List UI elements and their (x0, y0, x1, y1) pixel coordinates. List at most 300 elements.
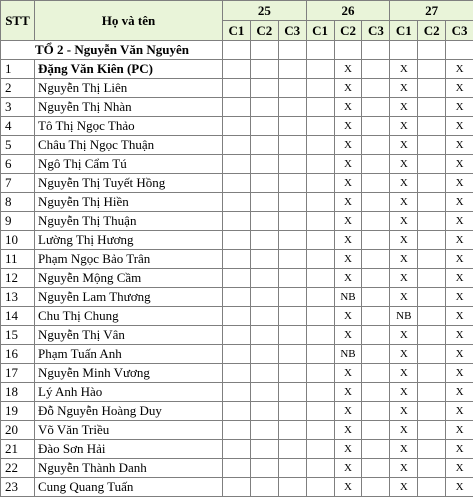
shift-mark (306, 117, 334, 136)
shift-mark (306, 326, 334, 345)
shift-mark (278, 174, 306, 193)
shift-mark (250, 345, 278, 364)
shift-mark (223, 98, 251, 117)
row-number: 4 (1, 117, 35, 136)
shift-mark (250, 155, 278, 174)
shift-mark (306, 212, 334, 231)
row-number: 16 (1, 345, 35, 364)
shift-mark (278, 345, 306, 364)
shift-mark (250, 250, 278, 269)
table-row (1, 459, 473, 478)
shift-mark (278, 383, 306, 402)
day-header-26: 26 (306, 1, 390, 21)
row-number: 9 (1, 212, 35, 231)
shift-mark (223, 212, 251, 231)
shift-mark (223, 383, 251, 402)
row-number: 14 (1, 307, 35, 326)
shift-mark (418, 364, 446, 383)
shift-mark (278, 212, 306, 231)
shift-mark (306, 250, 334, 269)
empty-cell (418, 41, 446, 60)
member-name: Phạm Tuấn Anh (35, 345, 223, 364)
shift-mark: X (390, 383, 418, 402)
shift-mark (362, 478, 390, 497)
shift-mark (250, 288, 278, 307)
shift-mark: X (446, 98, 473, 117)
shift-mark (250, 117, 278, 136)
shift-mark (418, 98, 446, 117)
member-name: Đào Sơn Hải (35, 440, 223, 459)
shift-mark (418, 326, 446, 345)
shift-mark (250, 459, 278, 478)
member-name: Đỗ Nguyễn Hoàng Duy (35, 402, 223, 421)
table-row (1, 269, 473, 288)
shift-mark (223, 345, 251, 364)
stt-header: STT (1, 1, 35, 41)
table-row (1, 79, 473, 98)
shift-mark (278, 60, 306, 79)
shift-mark (278, 402, 306, 421)
shift-mark: X (390, 269, 418, 288)
shift-mark: X (334, 212, 362, 231)
row-number: 5 (1, 136, 35, 155)
shift-mark (223, 364, 251, 383)
shift-header: C3 (278, 21, 306, 41)
shift-mark (223, 421, 251, 440)
day-header-27: 27 (390, 1, 473, 21)
member-name: Nguyễn Thị Vân (35, 326, 223, 345)
shift-mark (306, 364, 334, 383)
member-name: Võ Văn Triều (35, 421, 223, 440)
shift-mark (250, 326, 278, 345)
shift-mark (250, 60, 278, 79)
shift-mark: X (334, 440, 362, 459)
table-row (1, 345, 473, 364)
shift-mark (418, 79, 446, 98)
shift-header: C2 (250, 21, 278, 41)
table-row (1, 326, 473, 345)
shift-mark: X (334, 250, 362, 269)
shift-mark (278, 250, 306, 269)
shift-mark (223, 459, 251, 478)
shift-mark (278, 364, 306, 383)
shift-mark (362, 117, 390, 136)
row-number: 23 (1, 478, 35, 497)
row-number: 19 (1, 402, 35, 421)
group-title: TỔ 2 - Nguyễn Văn Nguyên (1, 41, 223, 60)
shift-mark (278, 155, 306, 174)
shift-mark (306, 174, 334, 193)
shift-mark: X (390, 136, 418, 155)
shift-mark (278, 421, 306, 440)
shift-mark: NB (334, 345, 362, 364)
shift-mark (306, 98, 334, 117)
shift-mark: X (334, 459, 362, 478)
row-number: 11 (1, 250, 35, 269)
shift-mark (250, 402, 278, 421)
shift-mark: X (446, 117, 473, 136)
shift-header: C3 (362, 21, 390, 41)
shift-mark (306, 60, 334, 79)
shift-mark (418, 212, 446, 231)
shift-mark: X (390, 421, 418, 440)
shift-mark (362, 79, 390, 98)
table-row (1, 364, 473, 383)
shift-mark (223, 155, 251, 174)
shift-mark (306, 402, 334, 421)
shift-mark (418, 383, 446, 402)
shift-mark (250, 421, 278, 440)
shift-mark (418, 136, 446, 155)
row-number: 18 (1, 383, 35, 402)
shift-mark (362, 383, 390, 402)
shift-mark (418, 60, 446, 79)
shift-mark (223, 326, 251, 345)
row-number: 1 (1, 60, 35, 79)
shift-mark: X (334, 174, 362, 193)
shift-mark: X (390, 231, 418, 250)
table-row (1, 231, 473, 250)
member-name: Tô Thị Ngọc Thảo (35, 117, 223, 136)
shift-mark: NB (390, 307, 418, 326)
shift-mark: X (334, 421, 362, 440)
shift-mark (223, 288, 251, 307)
shift-mark (362, 269, 390, 288)
shift-mark: X (390, 440, 418, 459)
shift-mark: X (390, 98, 418, 117)
row-number: 8 (1, 193, 35, 212)
shift-mark: X (446, 307, 473, 326)
shift-mark (418, 478, 446, 497)
shift-mark: X (446, 60, 473, 79)
shift-mark: X (334, 193, 362, 212)
shift-mark: X (446, 288, 473, 307)
table-row (1, 250, 473, 269)
row-number: 12 (1, 269, 35, 288)
table-row (1, 212, 473, 231)
shift-mark (418, 155, 446, 174)
row-number: 2 (1, 79, 35, 98)
empty-cell (250, 41, 278, 60)
row-number: 17 (1, 364, 35, 383)
shift-mark (418, 345, 446, 364)
member-name: Nguyễn Thị Nhàn (35, 98, 223, 117)
shift-mark: X (390, 60, 418, 79)
shift-mark (418, 250, 446, 269)
shift-mark: X (446, 193, 473, 212)
shift-header: C2 (334, 21, 362, 41)
shift-mark (306, 383, 334, 402)
shift-mark (362, 421, 390, 440)
member-name: Chu Thị Chung (35, 307, 223, 326)
shift-mark (278, 269, 306, 288)
shift-mark: X (446, 364, 473, 383)
table-row (1, 117, 473, 136)
shift-header: C1 (306, 21, 334, 41)
shift-mark (250, 478, 278, 497)
shift-mark: X (446, 269, 473, 288)
shift-mark (250, 212, 278, 231)
shift-mark (362, 231, 390, 250)
shift-mark: X (334, 383, 362, 402)
shift-mark: X (390, 174, 418, 193)
row-number: 7 (1, 174, 35, 193)
shift-mark (306, 421, 334, 440)
empty-cell (306, 41, 334, 60)
shift-mark: X (390, 364, 418, 383)
shift-header: C1 (390, 21, 418, 41)
shift-mark (278, 326, 306, 345)
shift-mark: X (334, 326, 362, 345)
group-row (1, 41, 473, 60)
shift-mark (250, 307, 278, 326)
shift-mark: X (446, 212, 473, 231)
shift-mark (223, 440, 251, 459)
table-row (1, 193, 473, 212)
shift-mark: X (446, 174, 473, 193)
shift-mark (250, 193, 278, 212)
shift-mark (306, 231, 334, 250)
shift-mark (418, 307, 446, 326)
shift-mark (362, 364, 390, 383)
shift-mark (362, 459, 390, 478)
shift-mark (306, 269, 334, 288)
shift-mark: X (446, 383, 473, 402)
shift-mark (223, 478, 251, 497)
shift-header: C2 (418, 21, 446, 41)
shift-mark (223, 307, 251, 326)
shift-mark (362, 307, 390, 326)
shift-mark (278, 459, 306, 478)
shift-mark (223, 60, 251, 79)
table-row (1, 421, 473, 440)
shift-mark (306, 307, 334, 326)
shift-mark (223, 136, 251, 155)
shift-mark (223, 250, 251, 269)
shift-mark (223, 231, 251, 250)
row-number: 6 (1, 155, 35, 174)
shift-mark (418, 193, 446, 212)
shift-mark (362, 345, 390, 364)
shift-mark: X (334, 364, 362, 383)
name-header: Họ và tên (35, 1, 223, 41)
empty-cell (278, 41, 306, 60)
shift-mark: X (446, 136, 473, 155)
member-name: Nguyễn Lam Thương (35, 288, 223, 307)
table-row (1, 478, 473, 497)
shift-mark (223, 193, 251, 212)
shift-mark (278, 231, 306, 250)
shift-mark (250, 174, 278, 193)
shift-mark: X (390, 193, 418, 212)
shift-mark (362, 155, 390, 174)
shift-mark (362, 174, 390, 193)
row-number: 3 (1, 98, 35, 117)
shift-mark (306, 136, 334, 155)
table-row (1, 383, 473, 402)
shift-mark: X (334, 231, 362, 250)
shift-mark (223, 79, 251, 98)
shift-mark (278, 117, 306, 136)
shift-mark (362, 250, 390, 269)
shift-mark (278, 98, 306, 117)
member-name: Nguyễn Minh Vương (35, 364, 223, 383)
shift-mark: X (446, 231, 473, 250)
shift-mark (418, 231, 446, 250)
shift-mark: X (390, 79, 418, 98)
table-header (1, 1, 473, 41)
shift-mark (278, 440, 306, 459)
table-row (1, 288, 473, 307)
shift-mark: NB (334, 288, 362, 307)
shift-mark (362, 212, 390, 231)
shift-mark (418, 288, 446, 307)
shift-mark (418, 402, 446, 421)
shift-mark (250, 79, 278, 98)
shift-mark: X (334, 117, 362, 136)
shift-mark: X (334, 307, 362, 326)
shift-mark (278, 79, 306, 98)
shift-mark (306, 345, 334, 364)
row-number: 21 (1, 440, 35, 459)
day-header-25: 25 (223, 1, 307, 21)
table-row (1, 307, 473, 326)
shift-mark (278, 193, 306, 212)
table-row (1, 155, 473, 174)
shift-mark (362, 288, 390, 307)
shift-mark: X (390, 345, 418, 364)
shift-mark (223, 174, 251, 193)
shift-mark (362, 136, 390, 155)
shift-mark (306, 193, 334, 212)
shift-mark (223, 402, 251, 421)
member-name: Châu Thị Ngọc Thuận (35, 136, 223, 155)
shift-mark (362, 98, 390, 117)
shift-mark (418, 117, 446, 136)
shift-mark (250, 231, 278, 250)
shift-mark: X (446, 440, 473, 459)
member-name: Nguyễn Thị Hiền (35, 193, 223, 212)
shift-mark: X (390, 459, 418, 478)
empty-cell (362, 41, 390, 60)
member-name: Phạm Ngọc Bảo Trân (35, 250, 223, 269)
member-name: Đặng Văn Kiên (PC) (35, 60, 223, 79)
shift-mark (362, 326, 390, 345)
table-row (1, 174, 473, 193)
shift-mark (306, 440, 334, 459)
member-name: Nguyễn Thị Thuận (35, 212, 223, 231)
shift-mark: X (446, 459, 473, 478)
shift-mark: X (390, 478, 418, 497)
shift-mark: X (334, 478, 362, 497)
row-number: 15 (1, 326, 35, 345)
shift-mark (223, 269, 251, 288)
shift-mark: X (390, 117, 418, 136)
shift-mark: X (334, 79, 362, 98)
shift-header: C3 (446, 21, 473, 41)
shift-mark (223, 117, 251, 136)
shift-mark: X (390, 326, 418, 345)
member-name: Lý Anh Hào (35, 383, 223, 402)
shift-mark (278, 307, 306, 326)
shift-mark (250, 98, 278, 117)
shift-mark: X (390, 250, 418, 269)
empty-cell (446, 41, 473, 60)
table-row (1, 440, 473, 459)
member-name: Ngô Thị Cẩm Tú (35, 155, 223, 174)
shift-mark (306, 459, 334, 478)
member-name: Nguyễn Mộng Cầm (35, 269, 223, 288)
shift-mark (362, 402, 390, 421)
shift-mark (362, 440, 390, 459)
shift-mark: X (446, 250, 473, 269)
shift-mark (250, 383, 278, 402)
shift-mark: X (334, 60, 362, 79)
shift-mark: X (446, 345, 473, 364)
shift-mark: X (446, 402, 473, 421)
shift-mark: X (390, 288, 418, 307)
shift-mark: X (334, 98, 362, 117)
table-body (1, 41, 473, 497)
shift-mark (362, 60, 390, 79)
shift-mark (278, 288, 306, 307)
member-name: Cung Quang Tuấn (35, 478, 223, 497)
shift-mark (418, 459, 446, 478)
shift-mark (362, 193, 390, 212)
empty-cell (390, 41, 418, 60)
row-number: 10 (1, 231, 35, 250)
shift-mark: X (446, 155, 473, 174)
empty-cell (334, 41, 362, 60)
row-number: 22 (1, 459, 35, 478)
member-name: Nguyễn Thị Tuyết Hồng (35, 174, 223, 193)
table-row (1, 60, 473, 79)
shift-header: C1 (223, 21, 251, 41)
shift-mark (306, 155, 334, 174)
shift-mark: X (446, 79, 473, 98)
shift-mark (278, 478, 306, 497)
shift-mark (418, 269, 446, 288)
shift-mark: X (334, 136, 362, 155)
shift-mark (306, 478, 334, 497)
row-number: 13 (1, 288, 35, 307)
shift-mark: X (390, 402, 418, 421)
table-row (1, 402, 473, 421)
shift-mark: X (334, 402, 362, 421)
shift-mark: X (446, 326, 473, 345)
empty-cell (223, 41, 251, 60)
row-number: 20 (1, 421, 35, 440)
shift-mark: X (446, 478, 473, 497)
shift-mark (250, 269, 278, 288)
shift-mark (306, 288, 334, 307)
member-name: Lường Thị Hương (35, 231, 223, 250)
shift-mark (250, 364, 278, 383)
shift-mark (418, 440, 446, 459)
shift-mark: X (334, 155, 362, 174)
shift-mark (250, 136, 278, 155)
shift-mark: X (446, 421, 473, 440)
table-row (1, 98, 473, 117)
shift-mark: X (390, 212, 418, 231)
member-name: Nguyễn Thị Liên (35, 79, 223, 98)
shift-mark: X (334, 269, 362, 288)
shift-mark (418, 174, 446, 193)
shift-mark (418, 421, 446, 440)
shift-mark (306, 79, 334, 98)
table-row (1, 136, 473, 155)
member-name: Nguyễn Thành Danh (35, 459, 223, 478)
